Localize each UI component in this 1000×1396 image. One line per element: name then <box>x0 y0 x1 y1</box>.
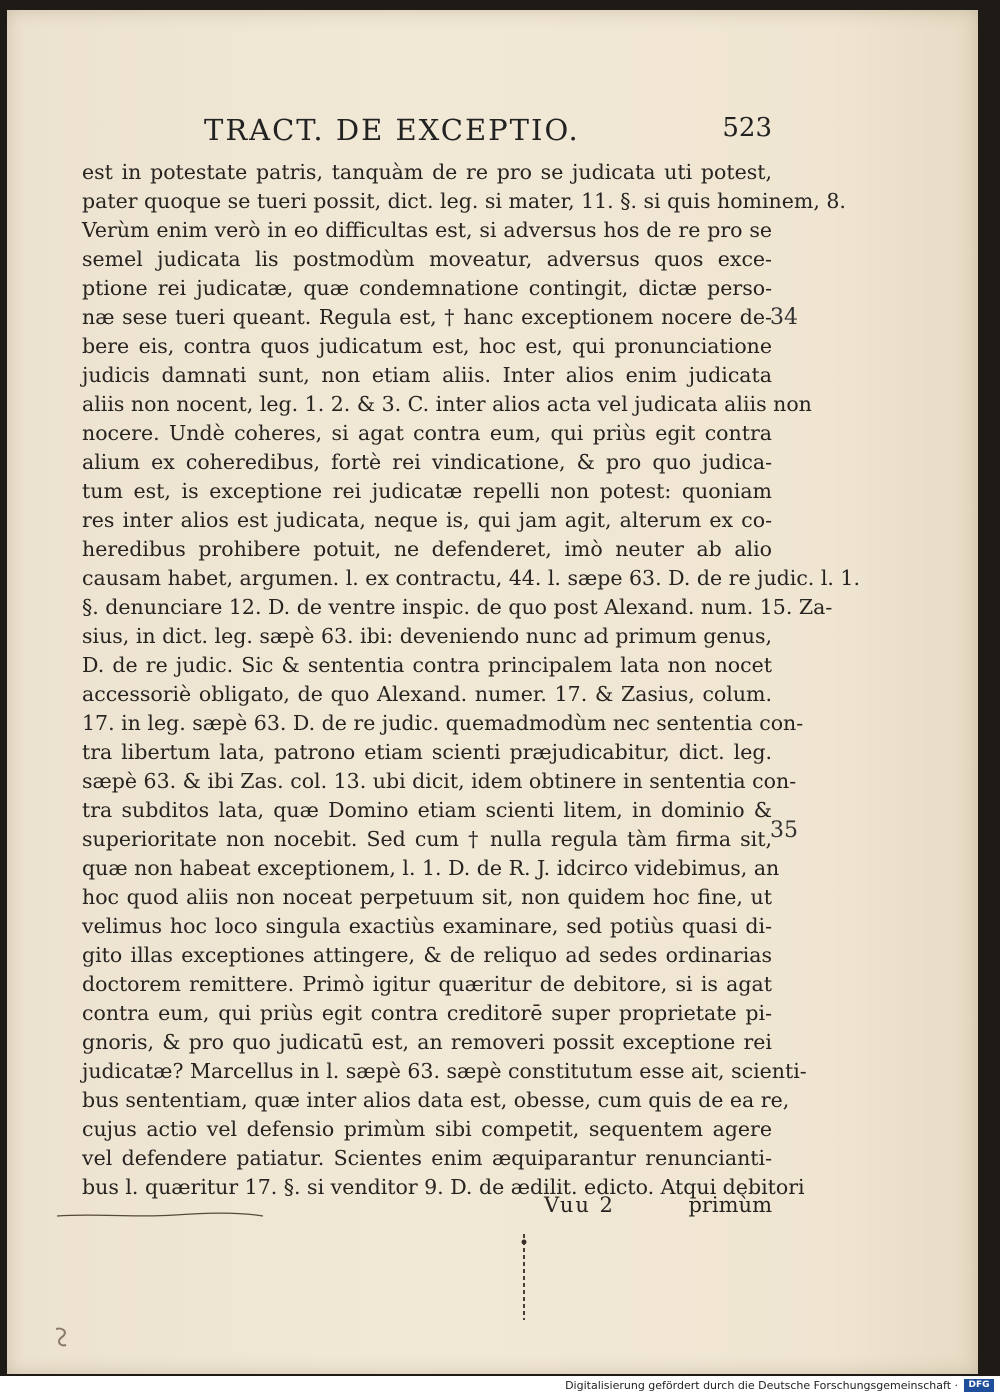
text-line: tra subditos lata, quæ Domino etiam scienti litem, in dominio & <box>82 798 772 822</box>
text-line: tra libertum lata, patrono etiam scienti præjudicabitur, dict. leg. <box>82 740 772 764</box>
catchword: primùm <box>688 1193 772 1217</box>
text-line: sius, in dict. leg. sæpè 63. ibi: deveniendo nunc ad primum genus, <box>82 624 773 648</box>
text-line: sæpè 63. & ibi Zas. col. 13. ubi dicit, idem obtinere in sententia con- <box>82 769 797 793</box>
binding-stitch-mark <box>516 1232 532 1322</box>
text-line: quæ non habeat exceptionem, l. 1. D. de R. J. idcirco videbimus, an <box>82 856 780 880</box>
text-line: hoc quod aliis non noceat perpetuum sit, non quidem hoc fine, ut <box>82 885 772 909</box>
signature-mark: Vuu 2 <box>544 1193 615 1217</box>
ink-rule-mark <box>55 1210 265 1220</box>
text-line: aliis non nocent, leg. 1. 2. & 3. C. inter alios acta vel judicata aliis non <box>82 392 812 416</box>
running-title: TRACT. DE EXCEPTIO. <box>204 113 580 147</box>
text-line: semel judicata lis postmodùm moveatur, adversus quos exce- <box>82 247 772 271</box>
text-line: tum est, is exceptione rei judicatæ repelli non potest: quoniam <box>82 479 772 503</box>
text-line: doctorem remittere. Primò igitur quæritur de debitore, si is agat <box>82 972 772 996</box>
text-line: judicis damnati sunt, non etiam aliis. Inter alios enim judicata <box>82 363 772 387</box>
ink-blot-mark <box>50 1325 72 1349</box>
text-line: judicatæ? Marcellus in l. sæpè 63. sæpè constitutum esse ait, scienti- <box>82 1059 807 1083</box>
text-line: cujus actio vel defensio primùm sibi competit, sequentem agere <box>82 1117 772 1141</box>
text-line: bere eis, contra quos judicatum est, hoc est, qui pronunciatione <box>82 334 772 358</box>
text-line: bus sententiam, quæ inter alios data est, obesse, cum quis de ea re, <box>82 1088 790 1112</box>
text-line: ptione rei judicatæ, quæ condemnatione contingit, dictæ perso- <box>82 276 772 300</box>
text-line: pater quoque se tueri possit, dict. leg. si mater, 11. §. si quis hominem, 8. <box>82 189 846 213</box>
text-line: velimus hoc loco singula exactiùs examinare, sed potiùs quasi di- <box>82 914 772 938</box>
text-line: vel defendere patiatur. Scientes enim æquiparantur renuncianti- <box>82 1146 772 1170</box>
text-line: alium ex coheredibus, fortè rei vindicatione, & pro quo judica- <box>82 450 772 474</box>
text-line: nocere. Undè coheres, si agat contra eum, qui priùs egit contra <box>82 421 772 445</box>
text-line: causam habet, argumen. l. ex contractu, 44. l. sæpe 63. D. de re judic. l. 1. <box>82 566 860 590</box>
text-line: contra eum, qui priùs egit contra creditorē super proprietate pi- <box>82 1001 772 1025</box>
text-line: res inter alios est judicata, neque is, qui jam agit, alterum ex co- <box>82 508 772 532</box>
text-line: D. de re judic. Sic & sententia contra principalem lata non nocet <box>82 653 772 677</box>
text-line: Verùm enim verò in eo difficultas est, si adversus hos de re pro se <box>82 218 772 242</box>
page-number: 523 <box>722 113 772 143</box>
text-line: superioritate non nocebit. Sed cum † nulla regula tàm firma sit, <box>82 827 772 851</box>
text-line: est in potestate patris, tanquàm de re pro se judicata uti potest, <box>82 160 772 184</box>
text-line: gnoris, & pro quo judicatū est, an removeri possit exceptione rei <box>82 1030 772 1054</box>
text-line: accessoriè obligato, de quo Alexand. numer. 17. & Zasius, colum. <box>82 682 772 706</box>
dfg-logo: DFG <box>964 1379 994 1392</box>
credit-bar <box>0 1376 1000 1396</box>
text-line: bus l. quæritur 17. §. si venditor 9. D. de ædilit. edicto. Atqui debitori <box>82 1175 805 1199</box>
text-line: heredibus prohibere potuit, ne defenderet, imò neuter ab alio <box>82 537 772 561</box>
credit-text: Digitalisierung gefördert durch die Deutsche Forschungsgemeinschaft · <box>565 1379 958 1392</box>
text-line: 17. in leg. sæpè 63. D. de re judic. quemadmodùm nec sententia con- <box>82 711 804 735</box>
margin-number-34: 34 <box>770 305 798 330</box>
margin-number-35: 35 <box>770 818 798 843</box>
text-line: gito illas exceptiones attingere, & de reliquo ad sedes ordinarias <box>82 943 772 967</box>
text-line: §. denunciare 12. D. de ventre inspic. de quo post Alexand. num. 15. Za- <box>82 595 833 619</box>
page-header <box>204 113 774 153</box>
text-line: næ sese tueri queant. Regula est, † hanc exceptionem nocere de- <box>82 305 772 329</box>
